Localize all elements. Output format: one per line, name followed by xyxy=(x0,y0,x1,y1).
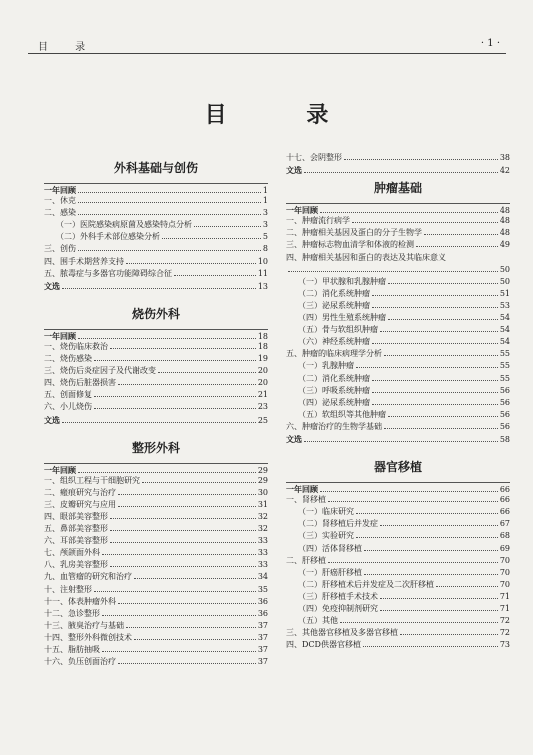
toc-entry[interactable] xyxy=(44,377,268,389)
dot-leader xyxy=(174,268,256,276)
entry-title: 五、脓毒症与多器官功能障碍综合征 xyxy=(44,268,172,278)
dot-leader xyxy=(356,360,498,368)
entry-title: （三）实验研究 xyxy=(298,531,354,541)
entry-title: 一年回顾 xyxy=(44,330,76,341)
entry-title: （五）骨与软组织肿瘤 xyxy=(298,325,378,335)
toc-heading-entry[interactable] xyxy=(44,463,268,475)
dot-leader xyxy=(194,219,261,227)
dot-leader xyxy=(94,584,256,592)
dot-leader xyxy=(380,518,498,526)
dot-leader xyxy=(126,620,256,628)
dot-leader xyxy=(356,506,498,514)
dot-leader xyxy=(328,555,498,563)
dot-leader xyxy=(110,341,256,349)
dot-leader xyxy=(62,281,256,289)
toc-entry[interactable] xyxy=(286,360,510,372)
page-ref: 50 xyxy=(499,276,510,286)
dot-leader xyxy=(356,530,498,538)
entry-title: 三、肿瘤标志物血清学和体液的检测 xyxy=(286,240,414,250)
entry-title: 一年回顾 xyxy=(44,185,76,195)
page-ref: 67 xyxy=(499,519,510,529)
page-ref: 37 xyxy=(257,632,268,642)
section-title: 器官移植 xyxy=(373,460,422,475)
entry-title: （三）肝移植手术技术 xyxy=(298,591,378,601)
toc-entry[interactable] xyxy=(44,499,268,511)
entry-title: （一）临床研究 xyxy=(298,507,354,517)
toc-entry[interactable] xyxy=(286,252,510,264)
toc-entry[interactable] xyxy=(286,627,510,639)
dot-leader xyxy=(94,401,256,409)
dot-leader xyxy=(118,596,256,604)
entry-title: 四、DCD供器官移植 xyxy=(286,640,361,650)
dot-leader xyxy=(372,373,498,381)
entry-title: 十三、腋臭治疗与基础 xyxy=(44,620,124,630)
dot-leader xyxy=(416,239,498,247)
entry-title: 六、小儿烧伤 xyxy=(44,402,92,412)
dot-leader xyxy=(388,276,498,284)
toc-entry[interactable] xyxy=(286,591,510,603)
toc-entry[interactable] xyxy=(286,239,510,251)
page-ref: 58 xyxy=(499,434,510,444)
dot-leader xyxy=(372,300,498,308)
dot-leader xyxy=(102,644,256,652)
dot-leader xyxy=(364,543,498,551)
dot-leader xyxy=(380,324,498,332)
dot-leader xyxy=(304,165,498,173)
dot-leader xyxy=(78,465,256,473)
entry-title: 三、烧伤后炎症因子及代谢改变 xyxy=(44,366,156,376)
left-column xyxy=(44,156,268,678)
page-ref: 56 xyxy=(499,397,510,407)
page-ref: 29 xyxy=(257,465,268,475)
entry-title: 二、瘢痕研究与治疗 xyxy=(44,487,116,497)
toc-entry[interactable] xyxy=(286,373,510,385)
dot-leader xyxy=(380,591,498,599)
dot-leader xyxy=(78,243,261,251)
dot-leader xyxy=(118,377,256,385)
entry-title: （一）肝癌肝移植 xyxy=(298,567,362,577)
page-ref: 51 xyxy=(499,288,510,298)
toc-heading-entry[interactable] xyxy=(44,414,268,426)
entry-title: 十七、会阴整形 xyxy=(286,153,342,162)
page-ref: 23 xyxy=(257,402,268,412)
dot-leader xyxy=(320,205,498,213)
dot-leader xyxy=(142,475,256,483)
toc-entry[interactable] xyxy=(286,506,510,518)
page-ref: 56 xyxy=(499,385,510,395)
page-ref: 71 xyxy=(499,591,510,601)
toc-entry[interactable] xyxy=(44,584,268,596)
page-ref: 10 xyxy=(257,256,268,266)
entry-title: （一）甲状腺和乳腺肿瘤 xyxy=(298,276,386,286)
toc-entry[interactable] xyxy=(44,475,268,487)
page-ref: 54 xyxy=(499,313,510,323)
page-ref: 3 xyxy=(262,220,268,230)
page-ref: 56 xyxy=(499,409,510,419)
page-ref: 13 xyxy=(257,281,268,291)
dot-leader xyxy=(110,535,256,543)
page-ref: 1 xyxy=(262,186,268,195)
dot-leader xyxy=(78,331,256,339)
page-ref: 33 xyxy=(257,560,268,570)
dot-leader xyxy=(78,207,261,215)
page-ref: 70 xyxy=(499,567,510,577)
dot-leader xyxy=(118,487,256,495)
entry-title: 四、肿瘤相关基因和蛋白的表达及其临床意义 xyxy=(286,252,446,262)
toc-entry[interactable] xyxy=(44,632,268,644)
toc-entry[interactable] xyxy=(286,385,510,397)
toc-entry[interactable] xyxy=(286,615,510,627)
page-ref: 35 xyxy=(257,584,268,594)
page-ref: 21 xyxy=(257,390,268,400)
entry-title: 文选 xyxy=(44,280,60,291)
page-ref: 3 xyxy=(262,208,268,218)
entry-title: （五）其他 xyxy=(298,616,338,626)
section-title: 烧伤外科 xyxy=(131,306,180,321)
page-ref: 70 xyxy=(499,579,510,589)
dot-leader xyxy=(352,215,498,223)
dot-leader xyxy=(78,195,261,203)
toc-heading-entry[interactable] xyxy=(44,280,268,292)
right-column xyxy=(286,152,510,661)
entry-title: （二）外科手术部位感染分析 xyxy=(56,232,160,242)
page-ref: 11 xyxy=(257,268,268,278)
toc-entry[interactable] xyxy=(286,324,510,336)
entry-title: 五、肿瘤的临床病理学分析 xyxy=(286,349,382,359)
toc-entry[interactable] xyxy=(286,264,510,276)
entry-title: 十六、负压创面治疗 xyxy=(44,657,116,667)
page-ref: 32 xyxy=(257,511,268,521)
toc-entry[interactable] xyxy=(44,487,268,499)
toc-heading-entry[interactable] xyxy=(286,164,510,176)
entry-title: 一年回顾 xyxy=(286,205,318,216)
toc-entry[interactable] xyxy=(286,494,510,506)
dot-leader xyxy=(388,409,498,417)
dot-leader xyxy=(372,288,498,296)
page-ref: 33 xyxy=(257,536,268,546)
page-ref: 68 xyxy=(499,531,510,541)
entry-title: 二、感染 xyxy=(44,208,76,218)
entry-title: 一年回顾 xyxy=(44,464,76,475)
toc-heading-entry[interactable] xyxy=(286,433,510,445)
dot-leader xyxy=(134,632,256,640)
page-ref: 55 xyxy=(499,361,510,371)
dot-leader xyxy=(110,511,256,519)
dot-leader xyxy=(400,627,498,635)
dot-leader xyxy=(118,656,256,664)
toc-entry[interactable] xyxy=(44,644,268,656)
page-ref: 66 xyxy=(499,485,510,495)
page-ref: 49 xyxy=(499,240,510,250)
entry-title: 十、注射整形 xyxy=(44,584,92,594)
entry-title: 五、鼻部美容整形 xyxy=(44,524,108,534)
page-ref: 55 xyxy=(499,373,510,383)
page-ref: 71 xyxy=(499,604,510,613)
page-ref: 34 xyxy=(257,572,268,582)
entry-title: 五、创面修复 xyxy=(44,390,92,400)
entry-title: 三、皮瓣研究与应用 xyxy=(44,499,116,509)
page-ref: 50 xyxy=(499,264,510,274)
entry-title: 七、颅颌面外科 xyxy=(44,548,100,558)
entry-title: 四、围手术期营养支持 xyxy=(44,256,124,266)
dot-leader xyxy=(62,415,256,423)
toc-entry[interactable] xyxy=(44,219,268,231)
dot-leader xyxy=(118,499,256,507)
page-ref: 69 xyxy=(499,543,510,553)
page-ref: 33 xyxy=(257,548,268,558)
page-ref: 1 xyxy=(262,196,268,206)
dot-leader xyxy=(110,523,256,531)
toc-entry[interactable] xyxy=(286,300,510,312)
page-ref: 53 xyxy=(499,300,510,310)
entry-title: （四）泌尿系统肿瘤 xyxy=(298,397,370,407)
page-ref: 36 xyxy=(257,608,268,618)
toc-entry[interactable] xyxy=(286,152,510,164)
page-ref: 25 xyxy=(257,415,268,425)
page-ref: 56 xyxy=(499,421,510,431)
entry-title: （五）软组织等其他肿瘤 xyxy=(298,409,386,419)
page-ref: 8 xyxy=(262,244,268,254)
entry-title: （二）肾移植后并发症 xyxy=(298,519,378,529)
dot-leader xyxy=(363,639,498,647)
entry-title: 八、乳房美容整形 xyxy=(44,560,108,570)
page-header xyxy=(28,36,506,54)
entry-title: （六）神经系统肿瘤 xyxy=(298,337,370,347)
dot-leader xyxy=(162,231,261,239)
entry-title: 三、其他器官移植及多器官移植 xyxy=(286,628,398,638)
page-ref: 37 xyxy=(257,645,268,654)
page-ref: 38 xyxy=(499,153,510,162)
page-title: 目 录 xyxy=(204,102,365,128)
entry-title: 四、烧伤后脏器损害 xyxy=(44,378,116,388)
page-ref: 48 xyxy=(499,228,510,238)
page-ref: 20 xyxy=(257,366,268,376)
page-ref: 36 xyxy=(257,596,268,606)
toc-entry[interactable] xyxy=(44,231,268,243)
entry-title: 一、烧伤临床救治 xyxy=(44,341,108,351)
entry-title: （四）活体肾移植 xyxy=(298,543,362,553)
page-ref: 32 xyxy=(257,524,268,534)
toc-entry[interactable] xyxy=(44,243,268,255)
toc-entry[interactable] xyxy=(44,608,268,620)
dot-leader xyxy=(372,385,498,393)
toc-entry[interactable] xyxy=(44,256,268,268)
entry-title: （一）乳腺肿瘤 xyxy=(298,361,354,371)
toc-entry[interactable] xyxy=(44,571,268,583)
page-ref: 55 xyxy=(499,349,510,359)
page-ref: 37 xyxy=(257,620,268,630)
entry-title: 二、烧伤感染 xyxy=(44,354,92,364)
dot-leader xyxy=(380,603,498,611)
dot-leader xyxy=(340,615,498,623)
entry-title: （三）呼吸系统肿瘤 xyxy=(298,385,370,395)
entry-title: 九、血管瘤的研究和治疗 xyxy=(44,572,132,582)
page-ref: 37 xyxy=(257,657,268,667)
toc-entry[interactable] xyxy=(44,341,268,353)
dot-leader xyxy=(436,579,498,587)
toc-entry[interactable] xyxy=(286,215,510,227)
toc-entry[interactable] xyxy=(286,409,510,421)
page-ref: 54 xyxy=(499,325,510,335)
entry-title: （四）男性生殖系统肿瘤 xyxy=(298,313,386,323)
dot-leader xyxy=(384,421,498,429)
page-ref: 19 xyxy=(257,354,268,364)
toc-heading-entry[interactable] xyxy=(286,482,510,494)
entry-title: 十一、体表肿瘤外科 xyxy=(44,596,116,606)
toc-entry[interactable] xyxy=(286,579,510,591)
toc-heading-entry[interactable] xyxy=(286,203,510,215)
toc-heading-entry[interactable] xyxy=(44,183,268,195)
toc-entry[interactable] xyxy=(286,543,510,555)
section-title: 肿瘤基础 xyxy=(373,181,422,196)
toc-entry[interactable] xyxy=(44,389,268,401)
page-ref: 30 xyxy=(257,487,268,497)
page-ref: 54 xyxy=(499,337,510,347)
page-ref: 66 xyxy=(499,507,510,517)
toc-entry[interactable] xyxy=(44,523,268,535)
toc-entry[interactable] xyxy=(286,348,510,360)
section-title: 外科基础与创伤 xyxy=(113,161,198,175)
page-ref: 31 xyxy=(257,499,268,509)
entry-title: （二）消化系统肿瘤 xyxy=(298,373,370,383)
toc-entry[interactable] xyxy=(286,639,510,651)
entry-title: 文选 xyxy=(286,433,302,444)
toc-heading-entry[interactable] xyxy=(44,329,268,341)
toc-entry[interactable] xyxy=(286,227,510,239)
page-ref: 42 xyxy=(499,166,510,176)
entry-title: 六、肿瘤治疗的生物学基础 xyxy=(286,421,382,431)
page-ref: 48 xyxy=(499,216,510,226)
page-ref: 70 xyxy=(499,555,510,565)
dot-leader xyxy=(134,571,256,579)
entry-title: 四、眼部美容整形 xyxy=(44,511,108,521)
toc-entry[interactable] xyxy=(286,518,510,530)
dot-leader xyxy=(384,348,498,356)
entry-title: 三、创伤 xyxy=(44,244,76,254)
dot-leader xyxy=(344,152,498,160)
dot-leader xyxy=(372,336,498,344)
toc-entry[interactable] xyxy=(44,401,268,413)
page-ref: 29 xyxy=(257,475,268,485)
toc-entry[interactable] xyxy=(286,421,510,433)
entry-title: 十二、急诊整形 xyxy=(44,608,100,618)
dot-leader xyxy=(424,227,498,235)
dot-leader xyxy=(78,185,261,193)
toc-entry[interactable] xyxy=(44,620,268,632)
toc-entry[interactable] xyxy=(286,336,510,348)
header-title: 目 录 xyxy=(38,42,98,53)
entry-title: 文选 xyxy=(44,414,60,425)
page-ref: 72 xyxy=(499,628,510,638)
toc-entry[interactable] xyxy=(286,276,510,288)
entry-title: 一、休克 xyxy=(44,196,76,206)
page-ref: 48 xyxy=(499,206,510,216)
toc-entry[interactable] xyxy=(44,353,268,365)
toc-entry[interactable] xyxy=(286,530,510,542)
toc-entry[interactable] xyxy=(44,535,268,547)
entry-title: 二、肝移植 xyxy=(286,555,326,565)
toc-entry[interactable] xyxy=(286,555,510,567)
page-ref: 5 xyxy=(262,232,268,242)
dot-leader xyxy=(328,494,498,502)
dot-leader xyxy=(448,252,508,260)
page-ref: 73 xyxy=(499,640,510,650)
entry-title: （一）医院感染病原菌及感染特点分析 xyxy=(56,220,192,230)
entry-title: 十五、脂肪抽吸 xyxy=(44,645,100,654)
toc-entry[interactable] xyxy=(44,207,268,219)
toc-entry[interactable] xyxy=(44,268,268,280)
toc-entry[interactable] xyxy=(44,195,268,207)
toc-entry[interactable] xyxy=(286,288,510,300)
section-title: 整形外科 xyxy=(131,440,180,455)
toc-entry[interactable] xyxy=(44,656,268,668)
dot-leader xyxy=(288,264,498,272)
entry-title: 一、肾移植 xyxy=(286,495,326,505)
dot-leader xyxy=(388,312,498,320)
dot-leader xyxy=(102,547,256,555)
entry-title: （二）消化系统肿瘤 xyxy=(298,288,370,298)
entry-title: （三）泌尿系统肿瘤 xyxy=(298,300,370,310)
dot-leader xyxy=(320,484,498,492)
entry-title: 十四、整形外科微创技术 xyxy=(44,632,132,642)
toc-entry[interactable] xyxy=(286,312,510,324)
dot-leader xyxy=(372,397,498,405)
dot-leader xyxy=(94,353,256,361)
page-ref: 20 xyxy=(257,378,268,388)
entry-title: 一、组织工程与干细胞研究 xyxy=(44,475,140,485)
toc-entry[interactable] xyxy=(286,603,510,615)
entry-title: 六、耳部美容整形 xyxy=(44,536,108,546)
dot-leader xyxy=(102,608,256,616)
page-ref: 72 xyxy=(499,616,510,626)
page-ref: 66 xyxy=(499,495,510,505)
toc-entry[interactable] xyxy=(286,397,510,409)
entry-title: 二、肿瘤相关基因及蛋白的分子生物学 xyxy=(286,228,422,238)
dot-leader xyxy=(110,559,256,567)
toc-entry[interactable] xyxy=(286,567,510,579)
entry-title: 一、肿瘤流行病学 xyxy=(286,216,350,226)
dot-leader xyxy=(158,365,256,373)
dot-leader xyxy=(126,256,256,264)
page-number: · 1 · xyxy=(480,38,500,49)
toc-entry[interactable] xyxy=(44,596,268,608)
page-ref: 18 xyxy=(257,331,268,341)
entry-title: （二）肝移植术后并发症及二次肝移植 xyxy=(298,579,434,589)
entry-title: 一年回顾 xyxy=(286,484,318,495)
toc-entry[interactable] xyxy=(44,547,268,559)
entry-title: 文选 xyxy=(286,165,302,176)
dot-leader xyxy=(304,434,498,442)
toc-entry[interactable] xyxy=(44,511,268,523)
toc-entry[interactable] xyxy=(44,559,268,571)
toc-entry[interactable] xyxy=(44,365,268,377)
page-ref: 18 xyxy=(257,341,268,351)
dot-leader xyxy=(94,389,256,397)
entry-title: （四）免疫抑制剂研究 xyxy=(298,604,378,613)
dot-leader xyxy=(364,567,498,575)
